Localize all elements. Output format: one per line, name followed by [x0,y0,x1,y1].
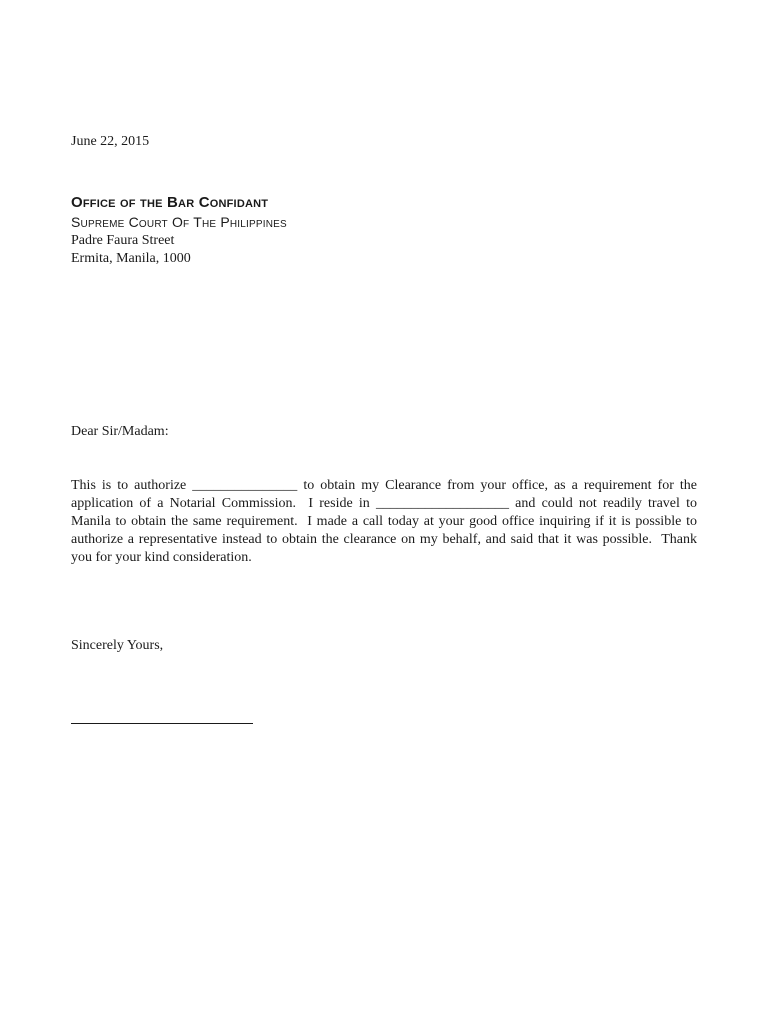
recipient-office: Office of the Bar Confidant [71,194,269,211]
recipient-address [71,193,287,268]
letter-body: This is to authorize _______________ to obtain my Clearance from your office, as a requirement for the application of a Notarial Commission. I reside in ___________________ and could not readily travel to Manila to obtain the same requirement. I made a call today at your good office inquiring if it is possible to authorize a representative instead to obtain the clearance on my behalf, and said that it was possible. Thank you for your kind consideration. [71,478,701,565]
salutation: Dear Sir/Madam: [71,424,169,439]
letter-date: June 22, 2015 [71,134,150,149]
recipient-street: Padre Faura Street [71,233,175,248]
closing: Sincerely Yours, [71,638,164,653]
recipient-court: Supreme Court Of The Philippines [71,214,287,230]
recipient-city: Ermita, Manila, 1000 [71,251,191,266]
signature-line [71,723,253,724]
